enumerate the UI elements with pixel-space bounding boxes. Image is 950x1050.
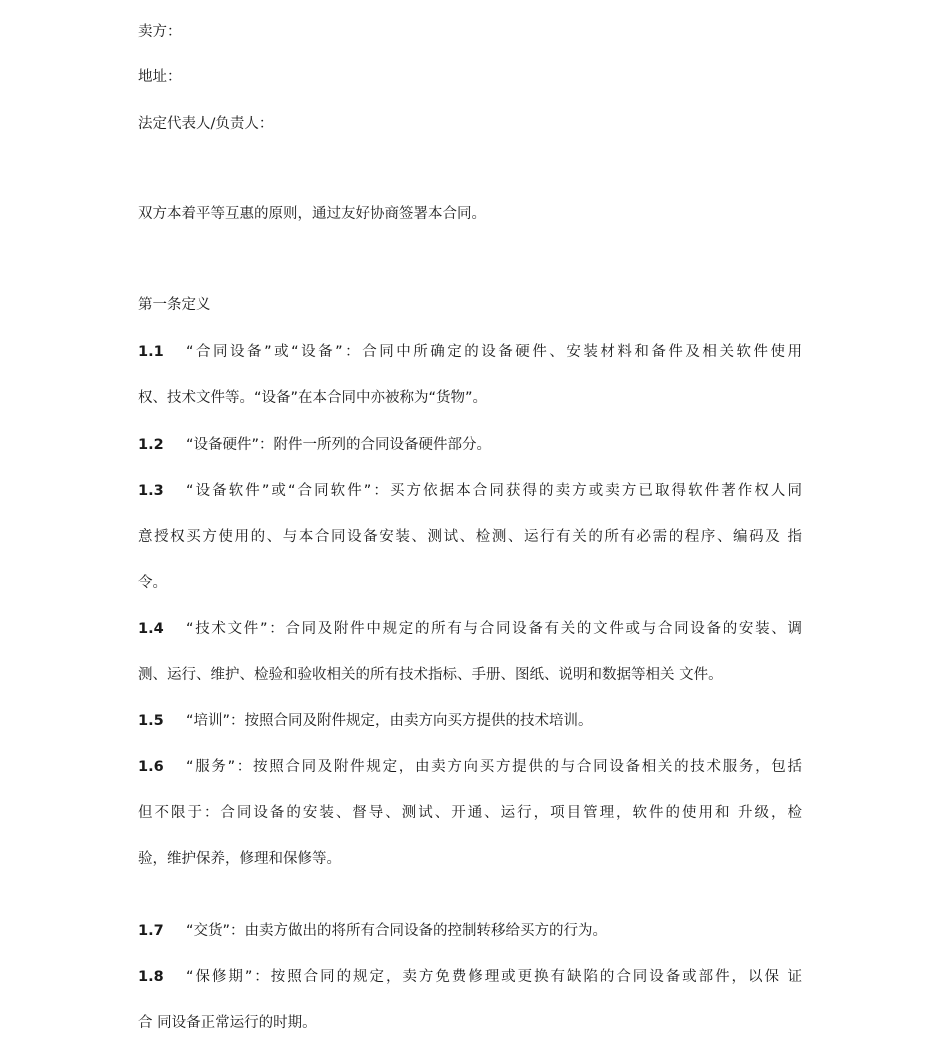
clause-1-2-line-1: [138, 435, 802, 455]
clause-number: 1.4: [138, 621, 164, 637]
clause-1-8-line-1: [138, 967, 802, 987]
clause-1-4-line-1: [138, 619, 802, 639]
clause-number: 1.3: [138, 483, 164, 499]
clause-1-3-line-3: 令。: [138, 575, 167, 591]
clause-number: 1.8: [138, 969, 164, 985]
clause-text: “设备硬件”：附件一所列的合同设备硬件部分。: [186, 437, 492, 453]
clause-1-6-line-2: 但不限于：合同设备的安装、督导、测试、开通、运行，项目管理，软件的使用和 升级，检: [138, 805, 802, 821]
clause-1-8-line-2: 合 同设备正常运行的时期。: [138, 1015, 317, 1031]
clause-1-7-line-1: [138, 921, 802, 941]
clause-text: “保修期”：按照合同的规定，卖方免费修理或更换有缺陷的合同设备或部件，以保 证: [186, 969, 802, 985]
clause-1-6-line-1: [138, 757, 802, 777]
clause-text: “设备软件”或“合同软件”：买方依据本合同获得的卖方或卖方已取得软件著作权人同: [186, 483, 802, 499]
clause-number: 1.7: [138, 923, 164, 939]
seller-label: 卖方：: [138, 24, 182, 40]
clause-1-6-line-3: 验，维护保养，修理和保修等。: [138, 851, 341, 867]
clause-number: 1.5: [138, 713, 164, 729]
clause-1-1-line-1: [138, 342, 802, 362]
clause-1-4-line-2: 测、运行、维护、检验和验收相关的所有技术指标、手册、图纸、说明和数据等相关 文件。: [138, 667, 723, 683]
legal-representative-label: 法定代表人/负责人：: [138, 116, 274, 132]
clause-number: 1.6: [138, 759, 164, 775]
clause-number: 1.2: [138, 437, 164, 453]
clause-text: “技术文件”：合同及附件中规定的所有与合同设备有关的文件或与合同设备的安装、调: [186, 621, 802, 637]
clause-1-1-line-2: 权、技术文件等。“设备”在本合同中亦被称为“货物”。: [138, 390, 488, 406]
clause-1-5-line-1: [138, 711, 802, 731]
clause-1-3-line-2: 意授权买方使用的、与本合同设备安装、测试、检测、运行有关的所有必需的程序、编码及 指: [138, 529, 802, 545]
clause-1-3-line-1: [138, 481, 802, 501]
clause-text: “服务”：按照合同及附件规定，由卖方向买方提供的与合同设备相关的技术服务，包括: [186, 759, 802, 775]
clause-text: “合同设备”或“设备”：合同中所确定的设备硬件、安装材料和备件及相关软件使用: [186, 344, 802, 360]
clause-text: “交货”：由卖方做出的将所有合同设备的控制转移给买方的行为。: [186, 923, 608, 939]
intro-paragraph: 双方本着平等互惠的原则，通过友好协商签署本合同。: [138, 206, 486, 222]
clause-text: “培训”：按照合同及附件规定，由卖方向买方提供的技术培训。: [186, 713, 593, 729]
clause-number: 1.1: [138, 344, 164, 360]
address-label: 地址：: [138, 69, 182, 85]
section-title: 第一条定义: [138, 297, 211, 313]
